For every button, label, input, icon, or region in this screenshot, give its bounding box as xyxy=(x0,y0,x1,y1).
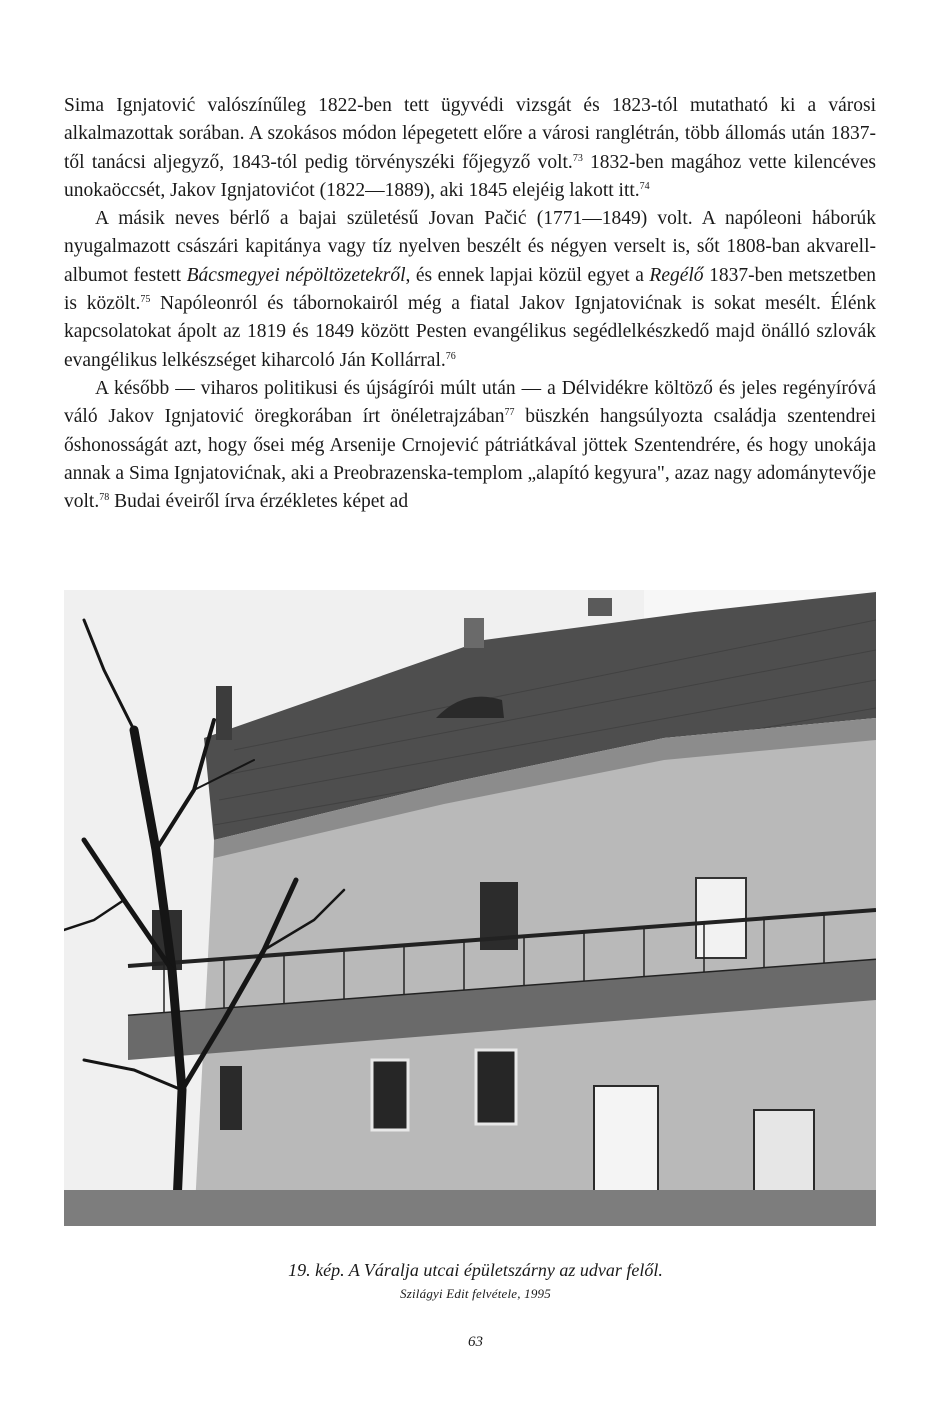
footnote-ref: 78 xyxy=(99,492,110,504)
italic-title: Bácsmegyei népöltözetekről xyxy=(186,264,406,286)
photo-credit: Szilágyi Edit felvétele, 1995 xyxy=(400,1286,551,1301)
paragraph-3 xyxy=(64,375,876,516)
building-photo xyxy=(64,590,876,1226)
text-run: Napóleonról és tábornokairól még a fiatal Jakov Ignjatovićnak is sokat mesélt. Élénk kapcsolatokat ápolt az 1819 és 1849 között Pesten evangélikus segédlelkészkedő majd önálló szlovák evangélikus lelkészséget kiharcoló Ján Kollárral. xyxy=(64,293,877,371)
chimney-shape xyxy=(216,686,232,740)
footnote-ref: 76 xyxy=(445,350,456,362)
chimney-shape xyxy=(464,618,484,648)
paragraph-1 xyxy=(64,92,876,205)
chimney-shape xyxy=(588,598,612,616)
text-run: 1837-ben metszetben is közölt. xyxy=(64,264,876,315)
text-run: Budai éveiről írva érzékletes képet ad xyxy=(109,491,409,513)
footnote-ref: 74 xyxy=(639,180,650,192)
italic-title: Regélő xyxy=(649,264,704,286)
body-text xyxy=(64,92,876,516)
footnote-ref: 75 xyxy=(140,294,151,306)
text-run: A másik neves bérlő a bajai születésű Jovan Pačić (1771—1849) volt. A napóleoni háborúk nyugalmazott császári kapitánya vagy tíz nyelven beszélt és négyen verselt is, sőt 1808-ban akvarell-albumot festett xyxy=(64,208,876,286)
page-number: 63 xyxy=(468,1334,483,1350)
paragraph-2 xyxy=(64,205,876,375)
text-run: , és ennek lapjai közül egyet a xyxy=(405,264,650,286)
text-run: 1832-ben magához vette kilencéves unokaöccsét, Jakov Ignjatovićot (1822—1889), aki 1845 elejéig lakott itt. xyxy=(64,151,876,201)
text-run: büszkén hangsúlyozta családja szentendrei őshonosságát azt, hogy ősei még Arsenije Crnojević pátriátkával jöttek Szentendrére, és hogy unokája annak a Sima Ignjatovićnak, aki a Preobrazenska-templom „alapító kegyura", azaz nagy adománytevője volt. xyxy=(64,406,877,513)
text-run: A később — viharos politikusi és újságírói múlt után — a Délvidékre költöző és jeles regényíróvá váló Jakov Ignjatović öregkorában írt önéletrajzában xyxy=(64,377,876,428)
text-run: Sima Ignjatović valószínűleg 1822-ben tett ügyvédi vizsgát és 1823-tól mutatható ki a városi alkalmazottak sorában. A szokásos módon lépegetett előre a városi ranglétrán, több állomás után 1837-től tanácsi aljegyző, 1843-tól pedig törvényszéki főjegyző volt. xyxy=(64,95,876,173)
footnote-ref: 77 xyxy=(504,407,515,419)
footnote-ref: 73 xyxy=(572,152,583,164)
figure-caption: 19. kép. A Váralja utcai épületszárny az udvar felől. xyxy=(288,1260,663,1280)
